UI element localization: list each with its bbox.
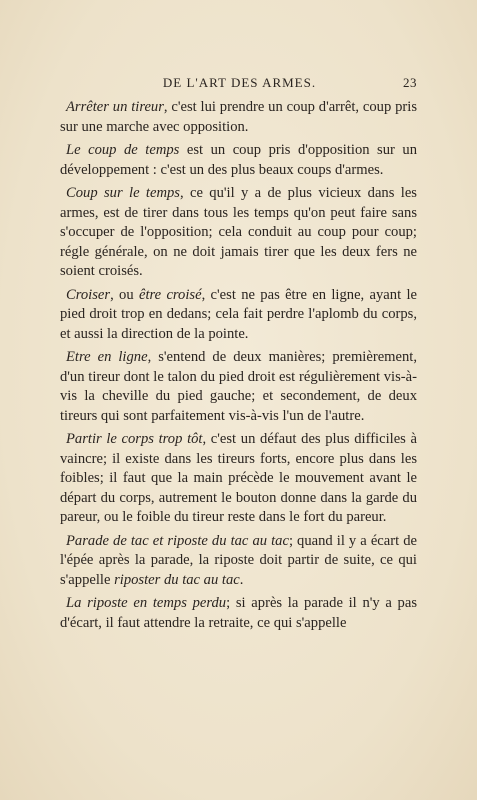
term-secondary: être croisé	[138, 286, 202, 303]
page-header	[62, 75, 417, 95]
running-title: DE L'ART DES ARMES.	[162, 75, 317, 90]
text: , ou	[110, 286, 139, 303]
term: Partir le corps trop tôt	[66, 431, 203, 447]
paragraph-parade-de-tac	[60, 532, 417, 591]
text: est un coup pris d'opposition sur un développement : c'est un des plus beaux coups d'armes.	[60, 142, 417, 178]
text-secondary: , c'est ne pas être en ligne, ayant le pied droit trop en dedans; cela fait perdre l'aplomb du corps, et aussi la direction de la pointe.	[60, 286, 417, 342]
text: , s'entend de deux manières; premièrement, d'un tireur dont le talon du pied droit est régulièrement vis-à-vis la cheville du pied gauche; et secondement, de deux tireurs qui sont parfaitement vis-à-vis l'un de l'autre.	[60, 349, 418, 424]
text: ; si après la parade il n'y a pas d'écart, il faut attendre la retraite, ce qui s'appelle	[60, 595, 418, 631]
term: La riposte en temps perdu	[66, 595, 227, 611]
page-number: 23	[403, 75, 417, 90]
text: , c'est un défaut des plus difficiles à vaincre; il existe dans les tireurs forts, encore plus dans les foibles; il faut que la main précède le mouvement avant le départ du corps, autrement le bouton donne dans la garde du pareur, ou le foible du tireur reste dans le fort du pareur.	[60, 431, 417, 525]
paragraph-coup-sur-le-temps	[60, 184, 417, 282]
text: , c'est lui prendre un coup d'arrêt, coup pris sur une marche avec opposition.	[60, 99, 417, 135]
term: Parade de tac et riposte du tac au tac	[66, 532, 289, 549]
paragraph-etre-en-ligne	[60, 348, 417, 426]
paragraph-coup-de-temps	[60, 141, 417, 180]
term: Le coup de temps	[66, 142, 180, 158]
term: Arrêter un tireur	[66, 99, 164, 115]
term-secondary: riposter du tac au tac	[114, 571, 240, 588]
page-body	[60, 98, 417, 637]
text-secondary: .	[239, 571, 244, 588]
term: Coup sur le temps	[66, 185, 180, 201]
paragraph-croiser	[60, 286, 417, 345]
term: Croiser	[66, 286, 111, 303]
term: Etre en ligne	[66, 349, 148, 365]
paragraph-partir-le-corps	[60, 430, 417, 528]
paragraph-arreter	[60, 98, 417, 137]
text: , ce qu'il y a de plus vicieux dans les armes, est de tirer dans tous les temps qu'on peut faire sans s'occuper de l'opposition; cela conduit au coup pour coup; régle générale, on ne doit jamais tirer que les deux fers ne soient croisés.	[60, 185, 417, 279]
paragraph-riposte-temps-perdu	[60, 594, 417, 633]
text: ; quand il y a écart de l'épée après la parade, la riposte doit partir de suite, ce qui s'appelle	[60, 532, 417, 588]
